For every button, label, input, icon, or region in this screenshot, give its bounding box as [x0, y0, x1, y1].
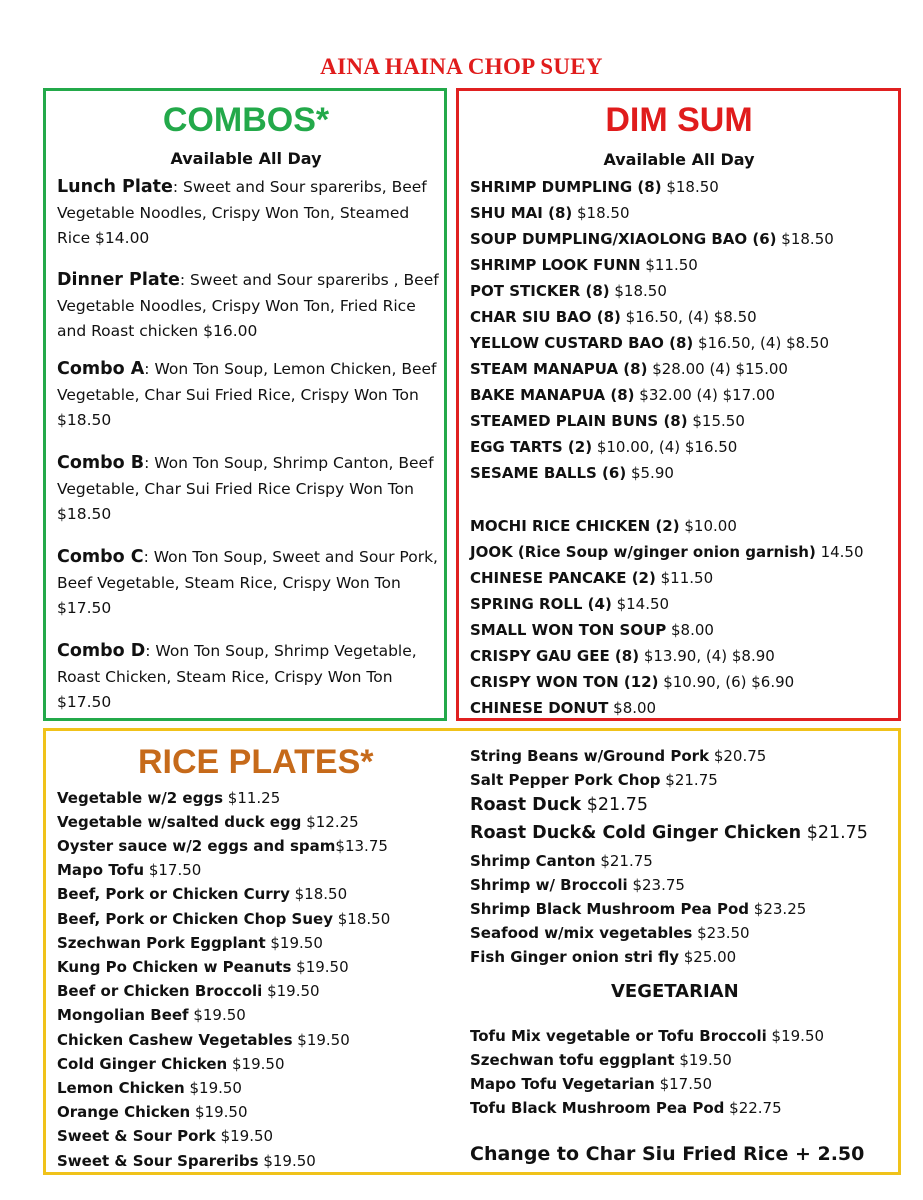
item-price: $8.00: [666, 621, 714, 639]
item-price: $19.50: [258, 1152, 316, 1170]
item-price: $12.25: [301, 813, 359, 831]
item-name: Szechwan Pork Eggplant: [57, 934, 266, 952]
item-price: $17.50: [654, 1075, 713, 1093]
item-name: Mapo Tofu Vegetarian: [470, 1075, 655, 1093]
rice-item: [57, 837, 388, 855]
combos-availability: Available All Day: [170, 149, 322, 168]
item-price: $19.50: [188, 1006, 246, 1024]
rice-item: [470, 795, 648, 815]
combos-heading: COMBOS*: [162, 101, 330, 139]
item-price: $18.50: [289, 885, 348, 903]
dimsum-item: [470, 434, 737, 460]
item-price: $18.50: [661, 178, 719, 196]
dimsum-item: [470, 643, 775, 669]
rice-item: [57, 982, 320, 1000]
dimsum-heading: DIM SUM: [605, 101, 753, 139]
item-price: 14.50: [815, 543, 864, 561]
dimsum-item: [470, 513, 737, 539]
dimsum-item: [470, 382, 775, 408]
rice-item: [57, 1127, 273, 1145]
rice-item: [57, 1006, 246, 1024]
item-price: $11.50: [655, 569, 714, 587]
item-name: Vegetable w/2 eggs: [57, 789, 224, 807]
vegetarian-item: [470, 1027, 824, 1045]
item-price: $23.75: [627, 876, 685, 894]
item-name: CHINESE DONUT: [470, 699, 609, 717]
rice-item: [57, 1079, 242, 1097]
item-name: SHU MAI (8): [470, 204, 573, 222]
item-price: $8.00: [608, 699, 657, 717]
rice-item: [57, 813, 359, 831]
item-name: Tofu Black Mushroom Pea Pod: [470, 1099, 725, 1117]
item-price: $19.50: [215, 1127, 274, 1145]
item-price: $19.50: [265, 934, 323, 952]
dimsum-section: [456, 88, 901, 721]
item-name: SOUP DUMPLING/XIAOLONG BAO (6): [470, 230, 777, 248]
item-price: $10.00: [679, 517, 737, 535]
item-price: $25.00: [678, 948, 737, 966]
dimsum-item: [470, 200, 630, 226]
item-name: Sweet & Sour Spareribs: [57, 1152, 259, 1170]
item-name: EGG TARTS (2): [470, 438, 593, 456]
item-name: Beef, Pork or Chicken Curry: [57, 885, 290, 903]
item-price: $15.50: [687, 412, 745, 430]
item-name: Mapo Tofu: [57, 861, 145, 879]
item-price: $19.50: [292, 1031, 350, 1049]
item-name: Lemon Chicken: [57, 1079, 185, 1097]
item-name: Tofu Mix vegetable or Tofu Broccoli: [470, 1027, 767, 1045]
rice-item: [470, 876, 685, 894]
dimsum-item: [470, 278, 667, 304]
item-price: $11.25: [223, 789, 281, 807]
dimsum-item: [470, 669, 794, 695]
dimsum-item: [470, 408, 745, 434]
dimsum-item: [470, 695, 656, 721]
item-price: $21.75: [801, 823, 868, 843]
rice-item: [57, 789, 280, 807]
vegetarian-heading: VEGETARIAN: [611, 981, 739, 1002]
dimsum-item: [470, 617, 714, 643]
rice-item: [470, 823, 868, 843]
item-name: Orange Chicken: [57, 1103, 191, 1121]
item-price: $19.50: [184, 1079, 242, 1097]
item-price: $19.50: [262, 982, 320, 1000]
item-price: $11.50: [640, 256, 698, 274]
item-price: $23.25: [749, 900, 807, 918]
item-price: $19.50: [227, 1055, 285, 1073]
item-price: $22.75: [724, 1099, 782, 1117]
item-name: Salt Pepper Pork Chop: [470, 771, 661, 789]
item-price: $10.90, (6) $6.90: [658, 673, 795, 691]
item-price: $19.50: [766, 1027, 825, 1045]
item-name: Cold Ginger Chicken: [57, 1055, 228, 1073]
dimsum-item: [470, 174, 719, 200]
item-price: $5.90: [626, 464, 674, 482]
dimsum-availability: Available All Day: [603, 150, 755, 169]
item-name: STEAMED PLAIN BUNS (8): [470, 412, 688, 430]
combo-name: Combo C: [57, 547, 144, 567]
combo-name: Dinner Plate: [57, 270, 180, 290]
combo-item: [57, 175, 439, 252]
rice-item: [57, 885, 347, 903]
combo-name: Lunch Plate: [57, 177, 173, 197]
item-price: $21.75: [660, 771, 718, 789]
dimsum-item: [470, 304, 757, 330]
rice-item: [470, 771, 718, 789]
rice-item: [470, 747, 766, 765]
item-name: String Beans w/Ground Pork: [470, 747, 710, 765]
item-name: JOOK (Rice Soup w/ginger onion garnish): [470, 543, 816, 561]
dimsum-item: [470, 226, 834, 252]
rice-item: [470, 852, 653, 870]
combo-desc: : Won Ton Soup, Shrimp Vegetable, Roast Chicken, Steam Rice, Crispy Won Ton $17.50: [57, 642, 417, 711]
dimsum-item: [470, 591, 669, 617]
dimsum-item: [470, 252, 698, 278]
item-name: Fish Ginger onion stri fly: [470, 948, 679, 966]
rice-plates-section: [43, 728, 901, 1175]
restaurant-title: AINA HAINA CHOP SUEY: [320, 54, 603, 79]
item-name: CRISPY WON TON (12): [470, 673, 659, 691]
dimsum-item: [470, 460, 674, 486]
vegetarian-item: [470, 1099, 782, 1117]
combo-desc: : Sweet and Sour spareribs , Beef Vegetable Noodles, Crispy Won Ton, Fried Rice and Roast chicken $16.00: [57, 271, 439, 340]
rice-item: [57, 861, 201, 879]
item-price: $17.50: [144, 861, 202, 879]
item-name: Seafood w/mix vegetables: [470, 924, 693, 942]
item-name: POT STICKER (8): [470, 282, 610, 300]
fried-rice-upgrade-note: Change to Char Siu Fried Rice + 2.50: [470, 1143, 865, 1165]
dimsum-item: [470, 356, 788, 382]
item-price: $28.00 (4) $15.00: [647, 360, 788, 378]
item-name: MOCHI RICE CHICKEN (2): [470, 517, 680, 535]
combo-item: [57, 357, 439, 434]
vegetarian-item: [470, 1051, 732, 1069]
item-price: $10.00, (4) $16.50: [592, 438, 738, 456]
item-price: $13.75: [335, 837, 388, 855]
item-name: SMALL WON TON SOUP: [470, 621, 667, 639]
item-price: $18.50: [776, 230, 834, 248]
item-price: $14.50: [611, 595, 670, 613]
item-name: Beef or Chicken Broccoli: [57, 982, 263, 1000]
combo-desc: : Won Ton Soup, Lemon Chicken, Beef Vegetable, Char Sui Fried Rice, Crispy Won Ton $18.50: [57, 360, 437, 429]
item-price: $20.75: [709, 747, 767, 765]
item-name: Szechwan tofu eggplant: [470, 1051, 675, 1069]
rice-item: [57, 1152, 316, 1170]
rice-item: [57, 1055, 285, 1073]
item-name: CRISPY GAU GEE (8): [470, 647, 640, 665]
item-name: Roast Duck& Cold Ginger Chicken: [470, 823, 802, 843]
rice-item: [57, 910, 390, 928]
dimsum-item: [470, 330, 829, 356]
item-price: $19.50: [674, 1051, 732, 1069]
item-price: $23.50: [692, 924, 750, 942]
item-name: Oyster sauce w/2 eggs and spam: [57, 837, 336, 855]
item-name: Chicken Cashew Vegetables: [57, 1031, 293, 1049]
item-name: Beef, Pork or Chicken Chop Suey: [57, 910, 333, 928]
rice-item: [57, 1031, 350, 1049]
item-price: $16.50, (4) $8.50: [693, 334, 830, 352]
item-price: $16.50, (4) $8.50: [620, 308, 757, 326]
combo-item: [57, 451, 439, 528]
item-name: SHRIMP LOOK FUNN: [470, 256, 641, 274]
rice-item: [470, 900, 806, 918]
vegetarian-item: [470, 1075, 712, 1093]
rice-plates-heading: RICE PLATES*: [138, 743, 374, 781]
item-price: $21.75: [581, 795, 648, 815]
rice-item: [470, 924, 750, 942]
item-name: BAKE MANAPUA (8): [470, 386, 635, 404]
combo-item: [57, 545, 439, 622]
dimsum-item: [470, 565, 713, 591]
combo-desc: : Won Ton Soup, Sweet and Sour Pork, Beef Vegetable, Steam Rice, Crispy Won Ton $17.50: [57, 548, 438, 617]
item-name: Roast Duck: [470, 795, 582, 815]
item-price: $32.00 (4) $17.00: [634, 386, 776, 404]
combo-item: [57, 639, 439, 716]
item-name: SESAME BALLS (6): [470, 464, 627, 482]
combo-name: Combo D: [57, 641, 146, 661]
item-price: $21.75: [595, 852, 653, 870]
item-price: $18.50: [332, 910, 391, 928]
rice-item: [57, 958, 349, 976]
combo-item: [57, 268, 439, 345]
item-name: CHINESE PANCAKE (2): [470, 569, 656, 587]
item-name: Shrimp Black Mushroom Pea Pod: [470, 900, 750, 918]
item-name: Shrimp Canton: [470, 852, 596, 870]
combos-section: [43, 88, 447, 721]
dimsum-item: [470, 539, 864, 565]
combo-desc: : Won Ton Soup, Shrimp Canton, Beef Vegetable, Char Sui Fried Rice Crispy Won Ton $18.50: [57, 454, 434, 523]
item-name: SHRIMP DUMPLING (8): [470, 178, 662, 196]
combo-desc: : Sweet and Sour spareribs, Beef Vegetable Noodles, Crispy Won Ton, Steamed Rice $14.00: [57, 178, 427, 247]
item-price: $19.50: [190, 1103, 248, 1121]
item-price: $13.90, (4) $8.90: [639, 647, 775, 665]
rice-item: [57, 934, 323, 952]
item-name: SPRING ROLL (4): [470, 595, 612, 613]
combo-name: Combo B: [57, 453, 145, 473]
item-price: $18.50: [609, 282, 667, 300]
item-price: $18.50: [572, 204, 630, 222]
rice-item: [470, 948, 736, 966]
rice-item: [57, 1103, 248, 1121]
item-name: Kung Po Chicken w Peanuts: [57, 958, 292, 976]
item-name: YELLOW CUSTARD BAO (8): [470, 334, 694, 352]
item-name: STEAM MANAPUA (8): [470, 360, 648, 378]
item-price: $19.50: [291, 958, 349, 976]
item-name: CHAR SIU BAO (8): [470, 308, 621, 326]
item-name: Vegetable w/salted duck egg: [57, 813, 302, 831]
combo-name: Combo A: [57, 359, 145, 379]
item-name: Mongolian Beef: [57, 1006, 189, 1024]
item-name: Sweet & Sour Pork: [57, 1127, 216, 1145]
item-name: Shrimp w/ Broccoli: [470, 876, 628, 894]
